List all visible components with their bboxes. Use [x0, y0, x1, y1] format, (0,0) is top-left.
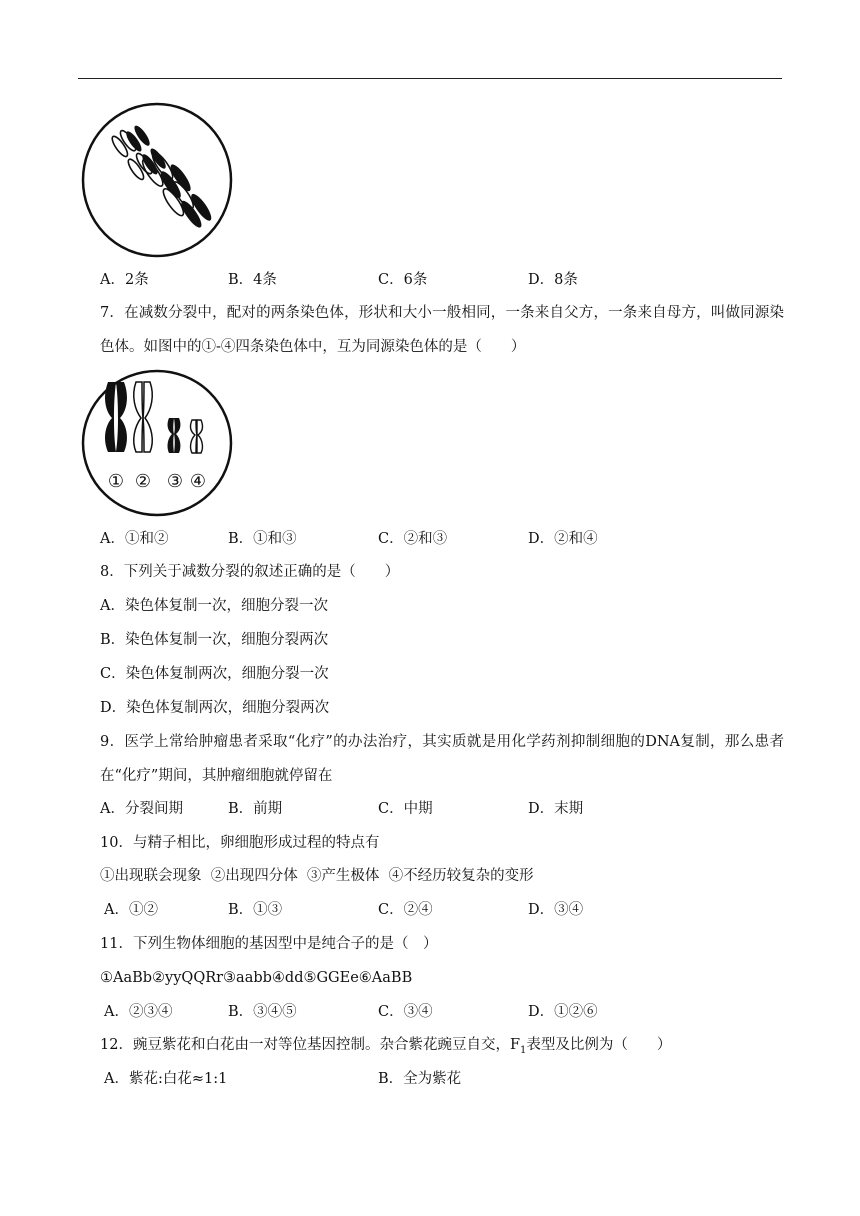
q8-stem: 8．下列关于减数分裂的叙述正确的是（ ）	[100, 564, 400, 580]
q10-option-d[interactable]: D．③④	[528, 902, 584, 918]
q10-option-a[interactable]: A．①②	[104, 902, 158, 918]
q11-options	[104, 1002, 804, 1022]
chromosome-2	[134, 382, 153, 452]
cell-figure-q6	[80, 100, 234, 260]
q12-stem	[100, 1035, 671, 1061]
q10-option-c[interactable]: C．②④	[378, 902, 433, 918]
q8-option-c[interactable]: C．染色体复制两次，细胞分裂一次	[100, 666, 329, 682]
q9-option-d[interactable]: D．末期	[528, 801, 584, 817]
chromosome-label-1: ①	[107, 471, 125, 492]
q9-option-b[interactable]: B．前期	[228, 801, 283, 817]
q9-stem: 9．医学上常给肿瘤患者采取“化疗”的办法治疗，其实质就是用化学药剂抑制细胞的DNA复制，那么患者在“化疗”期间，其肿瘤细胞就停留在	[100, 734, 784, 784]
q10-option-b[interactable]: B．①③	[228, 902, 283, 918]
q9-options	[100, 799, 800, 819]
q11-option-d[interactable]: D．①②⑥	[528, 1004, 598, 1020]
q10-items: ①出现联会现象 ②出现四分体 ③产生极体 ④不经历较复杂的变形	[100, 868, 534, 884]
q10-options	[104, 900, 804, 920]
q8-option-a[interactable]: A．染色体复制一次，细胞分裂一次	[100, 598, 328, 614]
chromosome-1	[105, 382, 127, 452]
chromosome-4	[191, 420, 203, 453]
q9-option-a[interactable]: A．分裂间期	[100, 801, 183, 817]
q9-option-c[interactable]: C．中期	[378, 801, 433, 817]
q12-stem-subscript: 1	[520, 1044, 527, 1056]
q10-stem: 10．与精子相比，卵细胞形成过程的特点有	[100, 835, 380, 851]
q11-option-a[interactable]: A．②③④	[104, 1004, 173, 1020]
q11-stem: 11．下列生物体细胞的基因型中是纯合子的是（ ）	[100, 936, 438, 952]
chromosome-pair-large	[139, 150, 214, 230]
q8-option-b[interactable]: B．染色体复制一次，细胞分裂两次	[100, 632, 329, 648]
chromosome-label-2: ②	[134, 471, 152, 492]
q6-options	[100, 270, 800, 290]
q7-stem: 7．在减数分裂中，配对的两条染色体，形状和大小一般相同，一条来自父方，一条来自母方，叫做同源染色体。如图中的①-④四条染色体中，互为同源染色体的是（ ）	[100, 305, 784, 355]
q12-stem-text-end: 表型及比例为（ ）	[526, 1037, 672, 1053]
q11-items: ①AaBb②yyQQRr③aabb④dd⑤GGEe⑥AaBB	[100, 970, 413, 986]
q6-option-d[interactable]: D．8条	[528, 272, 578, 288]
q12-option-a[interactable]: A．紫花:白花≈1:1	[104, 1071, 228, 1087]
header-rule	[78, 78, 782, 79]
chromosome-label-3: ③	[166, 471, 184, 492]
q11-option-c[interactable]: C．③④	[378, 1004, 433, 1020]
q8-option-d[interactable]: D．染色体复制两次，细胞分裂两次	[100, 700, 330, 716]
q12-options	[104, 1069, 804, 1089]
chromosome-label-4: ④	[189, 471, 207, 492]
q6-option-c[interactable]: C．6条	[378, 272, 428, 288]
q11-option-b[interactable]: B．③④⑤	[228, 1004, 297, 1020]
q7-options	[100, 529, 800, 549]
q7-option-a[interactable]: A．①和②	[100, 531, 169, 547]
q7-option-b[interactable]: B．①和③	[228, 531, 297, 547]
q7-option-c[interactable]: C．②和③	[378, 531, 448, 547]
cell-figure-q7	[80, 368, 234, 518]
q6-option-b[interactable]: B．4条	[228, 272, 277, 288]
q6-option-a[interactable]: A．2条	[100, 272, 149, 288]
q12-stem-text: 12．豌豆紫花和白花由一对等位基因控制。杂合紫花豌豆自交，F	[100, 1037, 521, 1053]
chromosome-3	[168, 418, 181, 453]
q12-option-b[interactable]: B．全为紫花	[378, 1071, 462, 1087]
q7-option-d[interactable]: D．②和④	[528, 531, 598, 547]
